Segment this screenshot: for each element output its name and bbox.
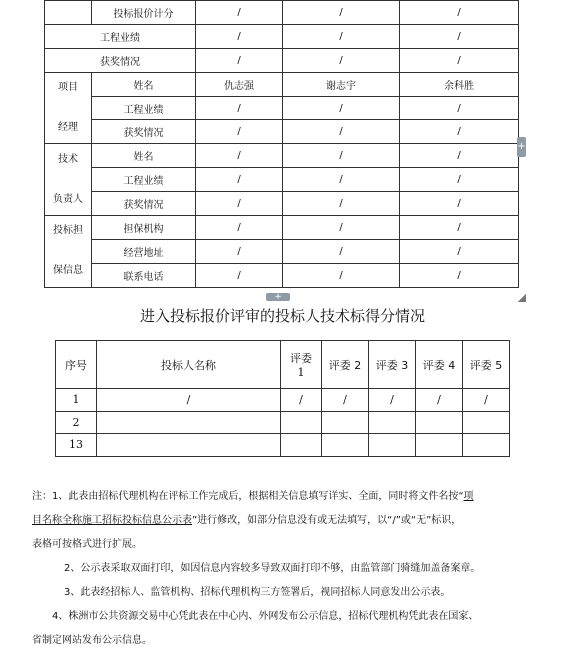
cell: / xyxy=(400,144,519,168)
table-row xyxy=(45,48,519,72)
cell: 1 xyxy=(56,389,97,412)
cell: / xyxy=(400,120,519,144)
note-1-cont: 目名称全称施工招标投标信息公示表”进行修改，如部分信息没有或无法填写，以“/”或“无”标识， xyxy=(32,515,462,526)
cell: / xyxy=(400,216,519,240)
cell: / xyxy=(322,389,369,412)
note-4: 4、株洲市公共资源交易中心凭此表在中心内、外网发布公示信息，招标代理机构凭此表在国家、 xyxy=(52,611,479,622)
table-row xyxy=(45,144,519,168)
cell: / xyxy=(400,168,519,192)
notes-section xyxy=(32,485,537,653)
cell: / xyxy=(416,389,463,412)
header-cell: 评委 5 xyxy=(463,341,510,389)
group-project-manager: 项目 经理 xyxy=(45,72,92,144)
header-cell: 评委 2 xyxy=(322,341,369,389)
group-tech-lead: 技术 负责人 xyxy=(45,144,92,216)
cell xyxy=(463,411,510,434)
cell: / xyxy=(283,144,400,168)
cell xyxy=(281,434,322,457)
cell: / xyxy=(196,144,283,168)
cell xyxy=(463,434,510,457)
row-label: 联系电话 xyxy=(92,263,196,287)
cell xyxy=(97,434,281,457)
cell: / xyxy=(283,24,400,48)
header-cell: 评委 1 xyxy=(281,341,322,389)
cell: / xyxy=(196,24,283,48)
table-row xyxy=(56,411,510,434)
group-cell xyxy=(45,1,92,25)
cell xyxy=(97,411,281,434)
score-table xyxy=(55,340,510,457)
cell: / xyxy=(283,96,400,120)
note-4-end: 省制定网站发布公示信息。 xyxy=(32,635,152,646)
section-title: 进入投标报价评审的投标人技术标得分情况 xyxy=(139,307,425,325)
row-label: 姓名 xyxy=(92,144,196,168)
row-label: 获奖情况 xyxy=(92,192,196,216)
note-3: 3、此表经招标人、监管机构、招标代理机构三方签署后，视同招标人同意发出公示表。 xyxy=(64,587,451,598)
table-row xyxy=(45,263,519,287)
cell: 余科胜 xyxy=(400,72,519,96)
cell: / xyxy=(283,216,400,240)
cell: / xyxy=(400,239,519,263)
cell: 13 xyxy=(56,434,97,457)
cell: / xyxy=(400,263,519,287)
header-cell: 评委 3 xyxy=(369,341,416,389)
cell: / xyxy=(369,389,416,412)
cell: / xyxy=(97,389,281,412)
cell: / xyxy=(196,216,283,240)
cell xyxy=(369,411,416,434)
cell xyxy=(322,434,369,457)
table-row xyxy=(45,96,519,120)
add-row-handle[interactable]: + xyxy=(266,293,290,301)
row-label: 经营地址 xyxy=(92,239,196,263)
cell: / xyxy=(283,168,400,192)
table-row xyxy=(45,24,519,48)
cell: / xyxy=(196,1,283,25)
note-1-end: 表格可按格式进行扩展。 xyxy=(32,539,142,550)
cell: / xyxy=(196,239,283,263)
cell: / xyxy=(400,192,519,216)
cell xyxy=(281,411,322,434)
cell xyxy=(369,434,416,457)
table-row xyxy=(45,72,519,96)
table-row xyxy=(45,120,519,144)
cell: / xyxy=(196,263,283,287)
header-cell: 评委 4 xyxy=(416,341,463,389)
cell: / xyxy=(400,24,519,48)
cell: / xyxy=(400,1,519,25)
cell: / xyxy=(463,389,510,412)
cell: / xyxy=(196,192,283,216)
note-1: 注：1、此表由招标代理机构在评标工作完成后，根据相关信息填写详实、全面，同时将文件名按“项 xyxy=(32,491,474,502)
group-guarantee: 投标担 保信息 xyxy=(45,216,92,288)
table-row xyxy=(45,168,519,192)
row-label: 获奖情况 xyxy=(92,120,196,144)
table-row xyxy=(45,216,519,240)
cell: / xyxy=(283,120,400,144)
cell: 2 xyxy=(56,411,97,434)
cell: / xyxy=(400,48,519,72)
table-row xyxy=(45,239,519,263)
cell: / xyxy=(283,1,400,25)
cell xyxy=(416,411,463,434)
cell: / xyxy=(283,263,400,287)
add-column-handle[interactable]: + xyxy=(517,137,526,157)
cell: / xyxy=(281,389,322,412)
table-row xyxy=(56,434,510,457)
cell: 谢志宇 xyxy=(283,72,400,96)
row-label: 姓名 xyxy=(92,72,196,96)
table-resize-handle[interactable] xyxy=(518,294,526,302)
row-label: 工程业绩 xyxy=(92,168,196,192)
cell: / xyxy=(400,96,519,120)
cell: / xyxy=(196,48,283,72)
table-row xyxy=(45,192,519,216)
table-row xyxy=(56,389,510,412)
cell: / xyxy=(283,48,400,72)
bidder-info-table xyxy=(44,0,519,288)
cell: / xyxy=(196,96,283,120)
table-row xyxy=(45,1,519,25)
cell xyxy=(416,434,463,457)
cell: / xyxy=(283,239,400,263)
cell: 仇志强 xyxy=(196,72,283,96)
cell: / xyxy=(196,120,283,144)
row-label: 工程业绩 xyxy=(92,96,196,120)
row-label: 担保机构 xyxy=(92,216,196,240)
row-label: 投标报价计分 xyxy=(92,1,196,25)
header-cell: 序号 xyxy=(56,341,97,389)
cell: / xyxy=(196,168,283,192)
cell: / xyxy=(283,192,400,216)
header-cell: 投标人名称 xyxy=(97,341,281,389)
row-label: 工程业绩 xyxy=(45,24,196,48)
table-header-row xyxy=(56,341,510,389)
row-label: 获奖情况 xyxy=(45,48,196,72)
note-2: 2、公示表采取双面打印，如因信息内容较多导致双面打印不够，由监管部门骑缝加盖备案章。 xyxy=(64,563,481,574)
cell xyxy=(322,411,369,434)
